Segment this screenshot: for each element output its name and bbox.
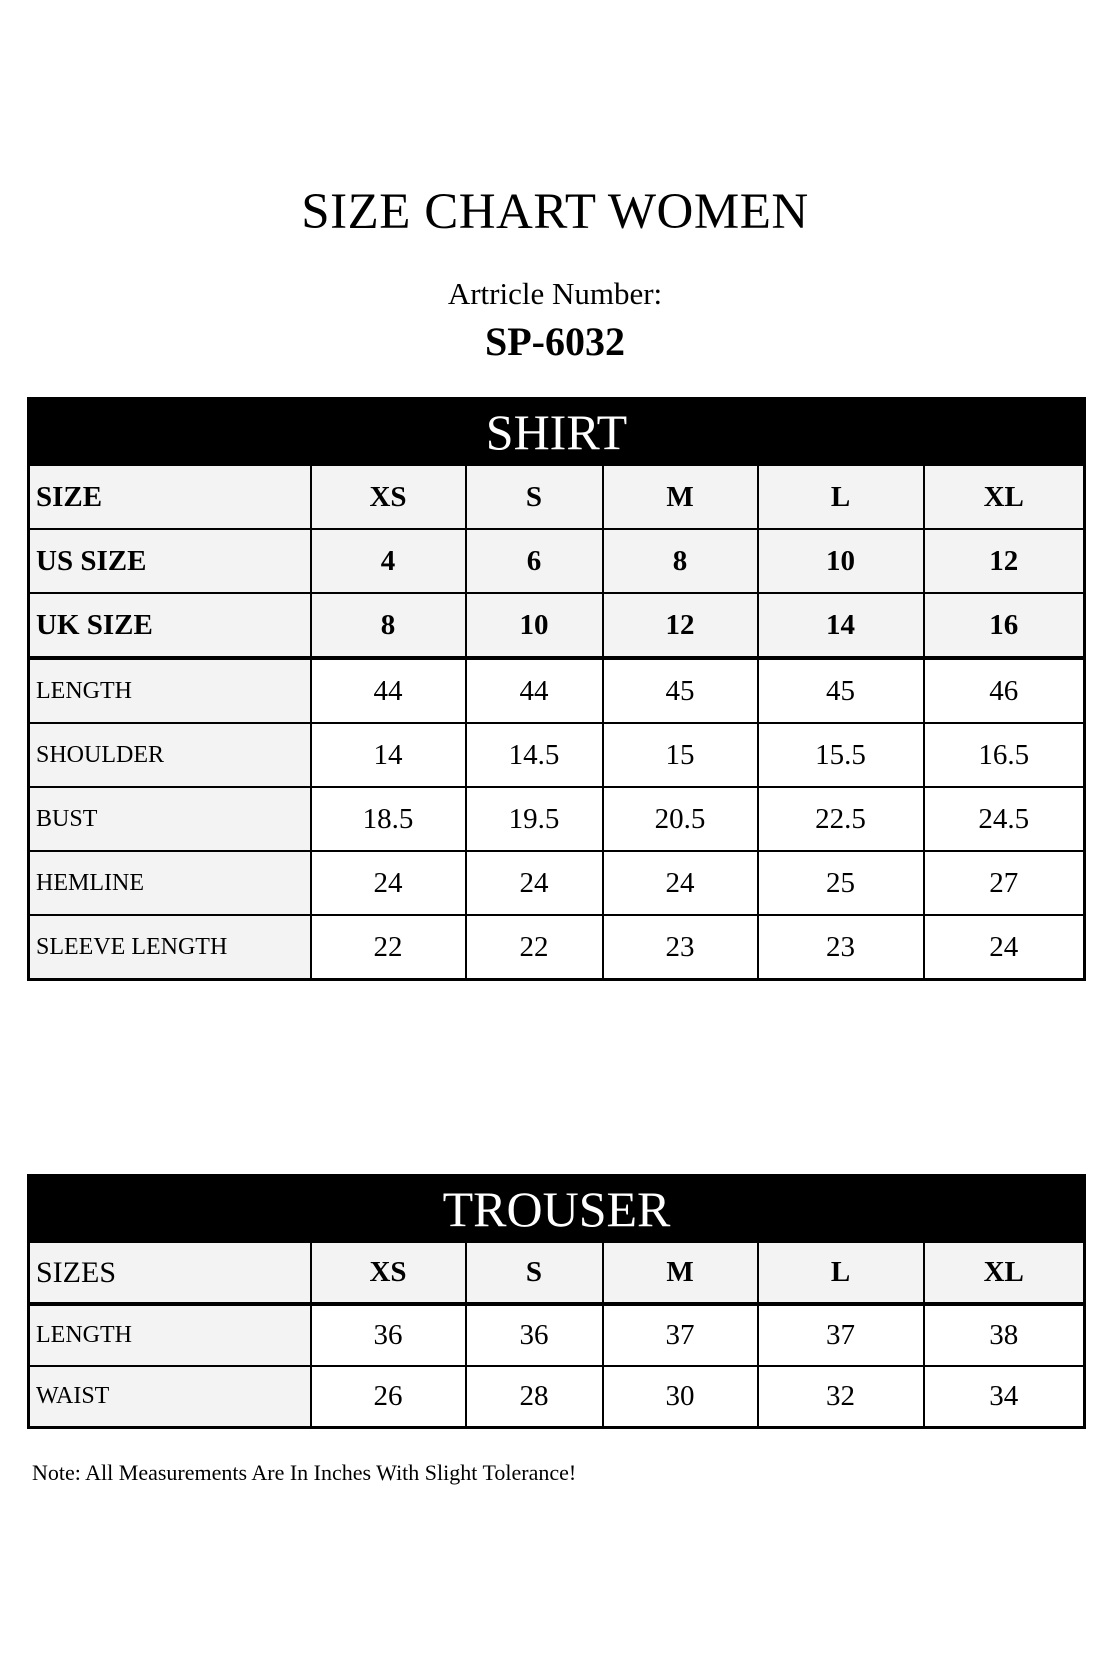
- measurement-cell: 15.5: [758, 723, 924, 787]
- shirt-us-size-row: [29, 529, 1085, 593]
- shirt-size-row: [29, 465, 1085, 529]
- measurement-cell: 34: [924, 1366, 1085, 1428]
- size-cell: 10: [466, 593, 603, 658]
- trouser-section-title: TROUSER: [29, 1176, 1085, 1243]
- measurement-cell: 27: [924, 851, 1085, 915]
- row-label: WAIST: [29, 1366, 311, 1428]
- measurement-cell: 32: [758, 1366, 924, 1428]
- measurement-cell: 22: [311, 915, 466, 980]
- trouser-size-table: [27, 1174, 1086, 1429]
- measurement-cell: 23: [603, 915, 758, 980]
- shirt-section-title: SHIRT: [29, 399, 1085, 466]
- size-cell: 16: [924, 593, 1085, 658]
- measurement-cell: 28: [466, 1366, 603, 1428]
- size-cell: 8: [311, 593, 466, 658]
- measurement-cell: 24: [311, 851, 466, 915]
- measurement-cell: 45: [603, 658, 758, 723]
- row-label: UK SIZE: [29, 593, 311, 658]
- trouser-size-row: [29, 1242, 1085, 1304]
- article-number-value: SP-6032: [485, 319, 625, 364]
- measurement-cell: 24: [466, 851, 603, 915]
- size-cell: L: [758, 1242, 924, 1304]
- measurement-cell: 22: [466, 915, 603, 980]
- measurement-cell: 46: [924, 658, 1085, 723]
- size-cell: 12: [603, 593, 758, 658]
- measurement-cell: 22.5: [758, 787, 924, 851]
- measurement-cell: 14.5: [466, 723, 603, 787]
- measurement-cell: 24: [924, 915, 1085, 980]
- size-cell: 14: [758, 593, 924, 658]
- measurement-cell: 30: [603, 1366, 758, 1428]
- size-cell: XL: [924, 1242, 1085, 1304]
- table-row: [29, 723, 1085, 787]
- measurement-cell: 19.5: [466, 787, 603, 851]
- shirt-uk-size-row: [29, 593, 1085, 658]
- row-label: SIZES: [29, 1242, 311, 1304]
- table-row: [29, 787, 1085, 851]
- size-cell: 6: [466, 529, 603, 593]
- shirt-section-header: [29, 399, 1085, 466]
- measurement-cell: 44: [466, 658, 603, 723]
- row-label: US SIZE: [29, 529, 311, 593]
- size-cell: M: [603, 465, 758, 529]
- row-label: HEMLINE: [29, 851, 311, 915]
- row-label: SLEEVE LENGTH: [29, 915, 311, 980]
- size-cell: L: [758, 465, 924, 529]
- measurement-note: Note: All Measurements Are In Inches With Slight Tolerance!: [32, 1460, 577, 1485]
- table-row: [29, 1304, 1085, 1366]
- measurement-cell: 38: [924, 1304, 1085, 1366]
- size-cell: 8: [603, 529, 758, 593]
- measurement-cell: 15: [603, 723, 758, 787]
- measurement-cell: 14: [311, 723, 466, 787]
- measurement-cell: 36: [311, 1304, 466, 1366]
- size-cell: M: [603, 1242, 758, 1304]
- measurement-cell: 16.5: [924, 723, 1085, 787]
- measurement-cell: 45: [758, 658, 924, 723]
- measurement-cell: 24: [603, 851, 758, 915]
- measurement-cell: 23: [758, 915, 924, 980]
- measurement-cell: 37: [758, 1304, 924, 1366]
- measurement-cell: 24.5: [924, 787, 1085, 851]
- measurement-cell: 25: [758, 851, 924, 915]
- size-cell: S: [466, 465, 603, 529]
- trouser-section-header: [29, 1176, 1085, 1243]
- table-row: [29, 658, 1085, 723]
- row-label: LENGTH: [29, 1304, 311, 1366]
- measurement-cell: 37: [603, 1304, 758, 1366]
- measurement-cell: 18.5: [311, 787, 466, 851]
- size-cell: XS: [311, 1242, 466, 1304]
- row-label: SIZE: [29, 465, 311, 529]
- page-title: SIZE CHART WOMEN: [301, 184, 809, 240]
- size-cell: XS: [311, 465, 466, 529]
- table-row: [29, 915, 1085, 980]
- table-row: [29, 1366, 1085, 1428]
- size-cell: 10: [758, 529, 924, 593]
- measurement-cell: 44: [311, 658, 466, 723]
- shirt-size-table: [27, 397, 1086, 981]
- row-label: SHOULDER: [29, 723, 311, 787]
- measurement-cell: 26: [311, 1366, 466, 1428]
- row-label: LENGTH: [29, 658, 311, 723]
- size-cell: 12: [924, 529, 1085, 593]
- row-label: BUST: [29, 787, 311, 851]
- article-number-label: Artricle Number:: [447, 276, 663, 311]
- table-row: [29, 851, 1085, 915]
- size-cell: S: [466, 1242, 603, 1304]
- size-cell: XL: [924, 465, 1085, 529]
- measurement-cell: 36: [466, 1304, 603, 1366]
- measurement-cell: 20.5: [603, 787, 758, 851]
- size-cell: 4: [311, 529, 466, 593]
